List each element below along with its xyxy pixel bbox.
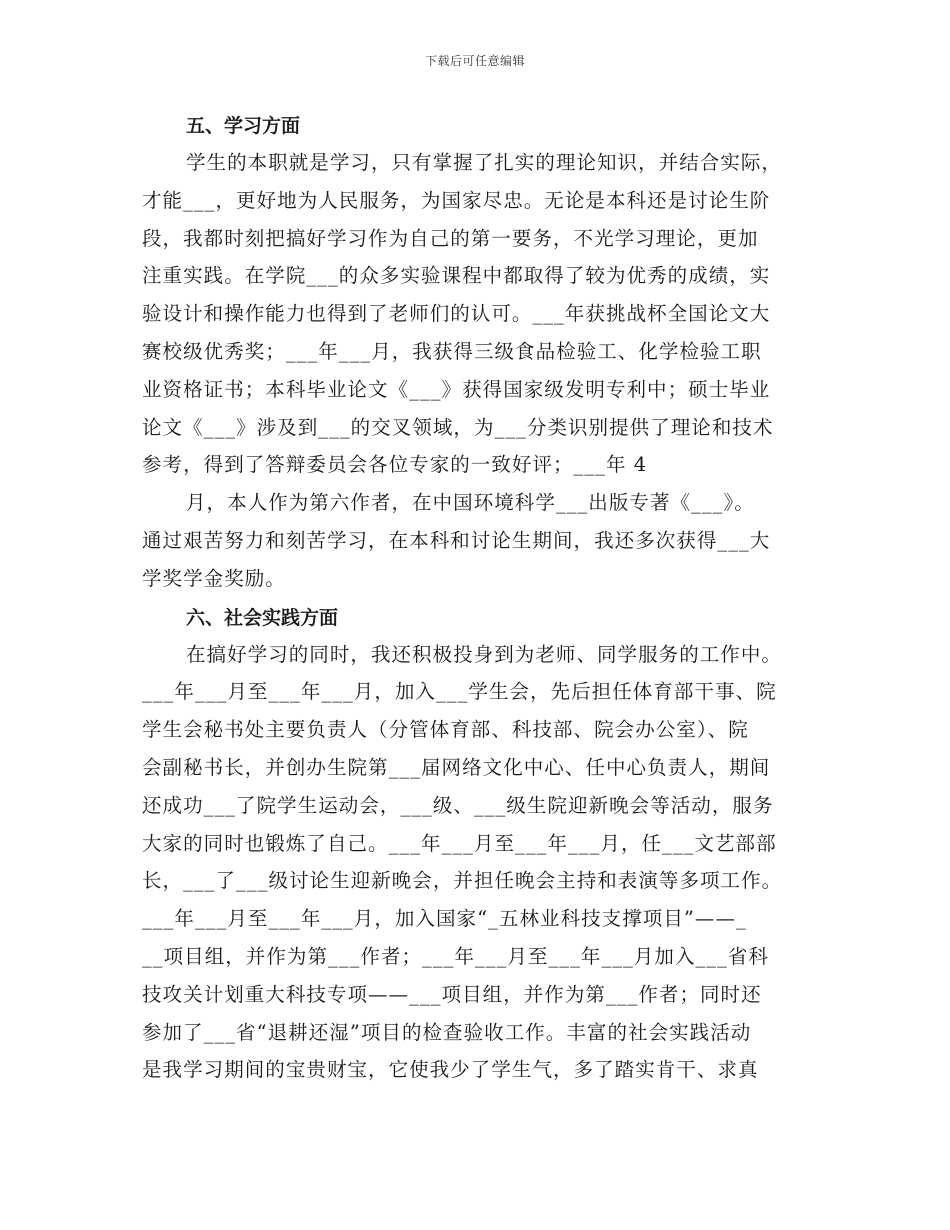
text-line: 是我学习期间的宝贵财宝，它使我少了学生气，多了踏实肯干、求真 [142, 1058, 759, 1082]
text-line: 大家的同时也锻炼了自己。___年___月至___年___月，任___文艺部部 [142, 831, 777, 855]
text-line: 学生会秘书处主要负责人（分管体育部、科技部、院会办公室）、院 [142, 718, 749, 742]
text-line: 会副秘书长，并创办生院第___届网络文化中心、任中心负责人，期间 [142, 755, 771, 779]
text-line: 赛校级优秀奖；___年___月，我获得三级食品检验工、化学检验工职 [142, 339, 762, 363]
text-line: 通过艰苦努力和刻苦学习，在本科和讨论生期间，我还多次获得___大 [142, 528, 771, 552]
text-line: 在搞好学习的同时，我还积极投身到为老师、同学服务的工作中。 [186, 642, 782, 666]
page-header: 下载后可任意编辑 [424, 54, 525, 68]
text-line: 长，___了___级讨论生迎新晚会，并担任晚会主持和表演等多项工作。 [142, 869, 783, 893]
document-body [142, 112, 814, 1089]
paragraph-social-practice [142, 636, 814, 1090]
text-line: 月，本人作为第六作者，在中国环境科学___出版专著《___》。 [186, 491, 755, 515]
section-heading-social-practice: 六、社会实践方面 [186, 606, 339, 629]
text-line: 才能___，更好地为人民服务，为国家尽忠。无论是本科还是讨论生阶 [142, 188, 771, 212]
text-line: 参加了___省“退耕还湿”项目的检查验收工作。丰富的社会实践活动 [142, 1020, 752, 1044]
paragraph-study-1 [142, 144, 814, 484]
text-line: 论文《___》涉及到___的交叉领域，为___分类识别提供了理论和技术 [142, 415, 774, 439]
text-line: __项目组，并作为第___作者；___年___月至___年___月加入___省科 [142, 944, 769, 968]
paragraph-study-2 [142, 484, 814, 597]
text-line: ___年___月至___年___月，加入国家“_五林业科技支撑项目”——_ [142, 907, 747, 931]
text-line: 还成功___了院学生运动会，___级、___级生院迎新晚会等活动，服务 [142, 793, 774, 817]
text-line: 验设计和操作能力也得到了老师们的认可。___年获挑战杯全国论文大 [142, 302, 771, 326]
text-line: 学生的本职就是学习，只有掌握了扎实的理论知识，并结合实际， [186, 151, 782, 174]
section-heading-study: 五、学习方面 [186, 115, 301, 137]
text-line: 学奖学金奖励。 [142, 566, 286, 590]
text-line: 注重实践。在学院___的众多实验课程中都取得了较为优秀的成绩，实 [142, 264, 771, 288]
text-line: 段，我都时刻把搞好学习作为自己的第一要务，不光学习理论，更加 [142, 226, 759, 250]
text-line: ___年___月至___年___月，加入___学生会，先后担任体育部干事、院 [142, 680, 777, 704]
text-line: 业资格证书；本科毕业论文《___》获得国家级发明专利中；硕士毕业 [142, 377, 771, 401]
text-line: 技攻关计划重大科技专项——___项目组，并作为第___作者；同时还 [142, 982, 762, 1006]
text-line: 参考，得到了答辩委员会各位专家的一致好评；___年 4 [142, 453, 648, 477]
